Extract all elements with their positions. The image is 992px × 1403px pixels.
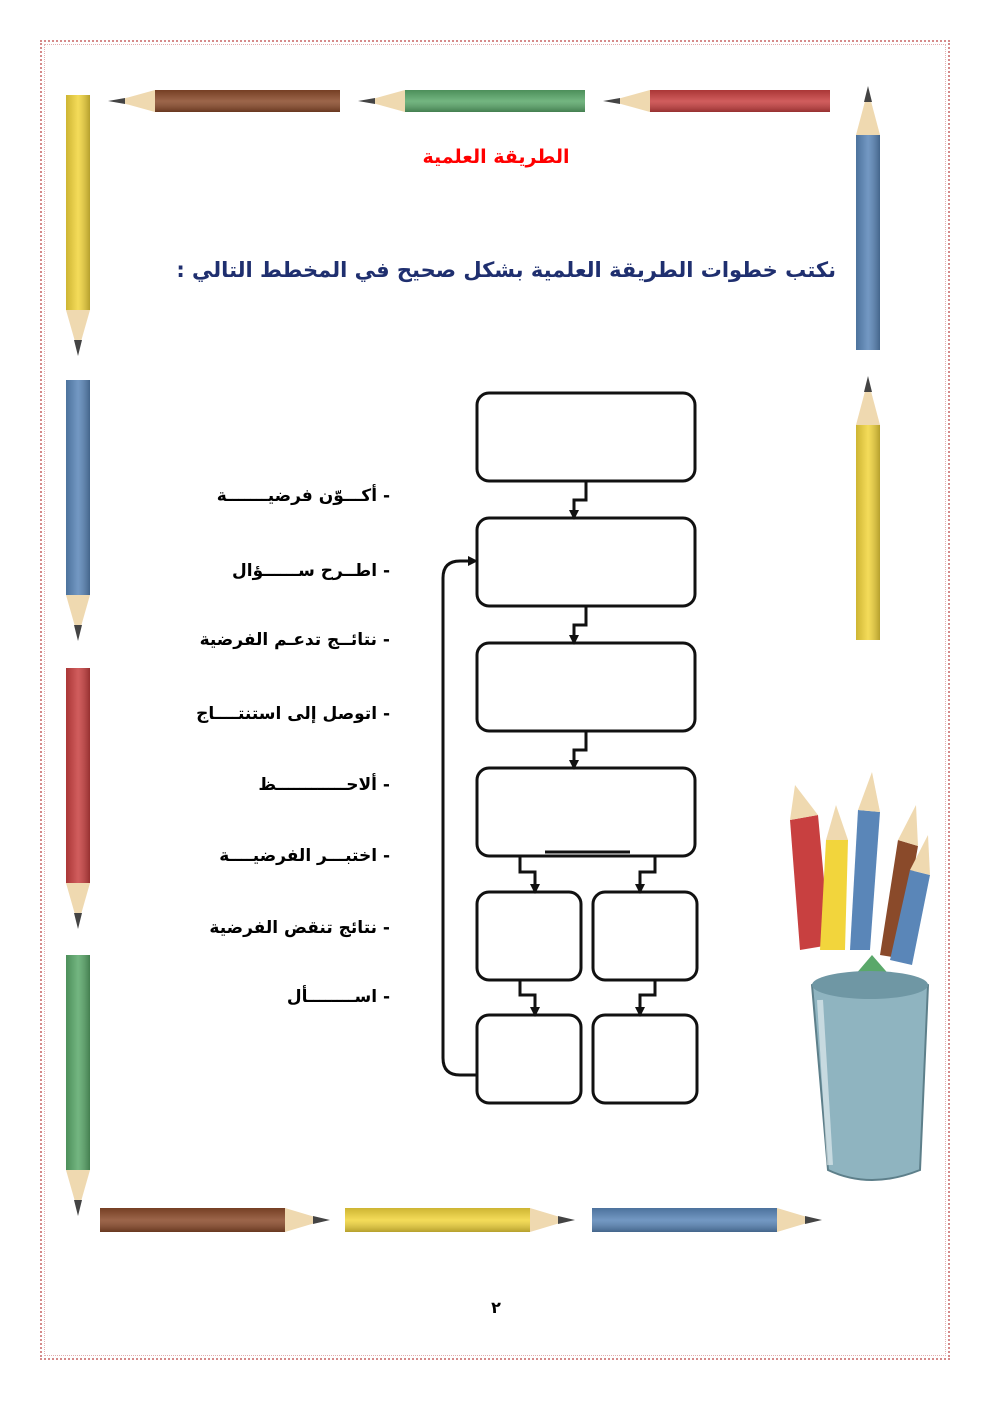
pencil-icon [345,1208,575,1232]
pencil-icon [856,86,880,350]
pencil-icon [66,668,90,929]
option-item[interactable]: - ألاحــــــــــــظ [258,775,390,795]
option-item[interactable]: - أكـــوّن فرضيـــــــة [216,486,390,506]
pencil-icon [856,376,880,640]
option-item[interactable]: - نتائج تنقض الفرضية [209,918,390,938]
flowchart-box-6-left[interactable] [477,1015,581,1103]
option-item[interactable]: - اطــرح ســــــؤال [232,561,390,581]
pencil-icon [108,90,340,112]
flowchart-box-2[interactable] [477,518,695,606]
flowchart-box-3[interactable] [477,643,695,731]
flowchart-box-1[interactable] [477,393,695,481]
flowchart [443,393,697,1103]
instruction-text: نكتب خطوات الطريقة العلمية بشكل صحيح في المخطط التالي : [176,258,836,282]
pencil-icon [100,1208,330,1232]
flowchart-box-5-right[interactable] [593,892,697,980]
pencil-icon [66,380,90,641]
flowchart-box-5-left[interactable] [477,892,581,980]
worksheet-title: الطريقة العلمية [422,146,570,168]
pencil-icon [66,955,90,1216]
flowchart-box-6-right[interactable] [593,1015,697,1103]
option-item[interactable]: - نتائــج تدعـم الفرضية [199,630,390,650]
pencil-icon [592,1208,822,1232]
pencil-cup-icon [790,772,930,1180]
pencil-icon [66,95,90,356]
pencil-icon [603,90,830,112]
option-item[interactable]: - اتوصل إلى استنتــــاج [196,704,390,724]
pencil-icon [358,90,585,112]
page-number: ٢ [491,1298,501,1317]
option-item[interactable]: - اســــــــأل [286,987,390,1007]
flowchart-box-4[interactable] [477,768,695,856]
option-item[interactable]: - اختبـــر الفرضيــــة [219,846,390,866]
